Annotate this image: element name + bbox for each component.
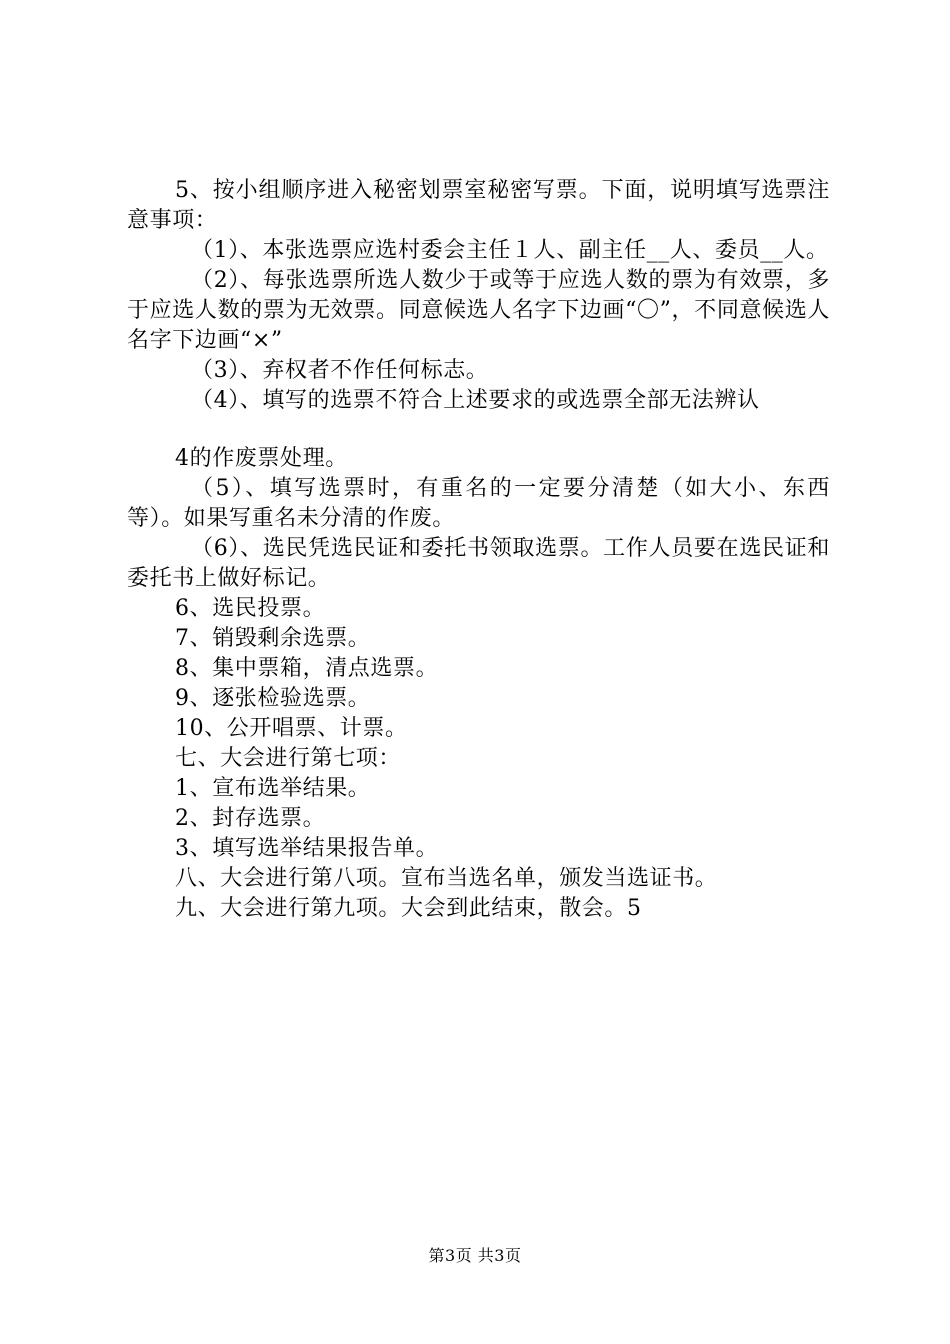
paragraph-step-7: 7、销毁剩余选票。 <box>175 626 371 651</box>
paragraph-note-2: （2）、每张选票所选人数少于或等于应选人数的票为有效票，多于应选人数的票为无效票。同意候选人名字下边画“〇”，不同意候选人名字下边画“×” <box>127 268 830 353</box>
paragraph-note-6: （6）、选民凭选民证和委托书领取选票。工作人员要在选民证和委托书上做好标记。 <box>127 536 830 591</box>
paragraph-note-4: （4）、填写的选票不符合上述要求的或选票全部无法辨认 <box>191 388 760 413</box>
paragraph-item-7: 七、大会进行第七项： <box>175 746 402 771</box>
paragraph-item-8: 八、大会进行第八项。宣布当选名单，颁发当选证书。 <box>175 866 718 891</box>
paragraph-item-9: 九、大会进行第九项。大会到此结束，散会。5 <box>175 896 642 921</box>
paragraph-item-7-step-1: 1、宣布选举结果。 <box>175 776 371 801</box>
paragraph-note-1: （1）、本张选票应选村委会主任１人、副主任__人、委员__人。 <box>191 238 829 263</box>
paragraph-step-5: 5、按小组顺序进入秘密划票室秘密写票。下面，说明填写选票注意事项： <box>127 178 830 233</box>
paragraph-item-7-step-3: 3、填写选举结果报告单。 <box>175 836 439 861</box>
paragraph-note-5: （5）、填写选票时，有重名的一定要分清楚（如大小、东西等）。如果写重名未分清的作废。 <box>127 476 830 531</box>
paragraph-item-7-step-2: 2、封存选票。 <box>175 806 326 831</box>
paragraph-note-4-continued: 4的作废票处理。 <box>175 446 348 471</box>
paragraph-step-10: 10、公开唱票、计票。 <box>175 716 408 741</box>
paragraph-step-8: 8、集中票箱，清点选票。 <box>175 656 439 681</box>
paragraph-note-3: （3）、弃权者不作任何标志。 <box>191 358 489 383</box>
document-body <box>127 176 830 924</box>
paragraph-step-9: 9、逐张检验选票。 <box>175 686 371 711</box>
page-footer: 第3页 共3页 <box>428 1246 522 1265</box>
paragraph-step-6: 6、选民投票。 <box>175 596 326 621</box>
